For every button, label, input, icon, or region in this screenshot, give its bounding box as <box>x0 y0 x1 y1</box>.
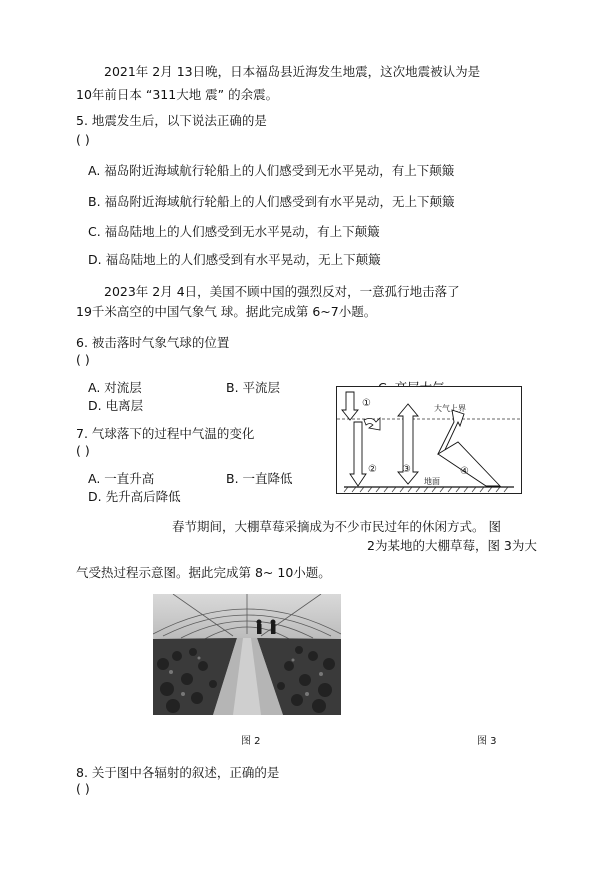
atmosphere-heating-diagram <box>336 386 522 494</box>
figure-3-caption: 图 3 <box>477 736 497 747</box>
intro3-line3: 气受热过程示意图。据此完成第 8~ 10小题。 <box>76 565 331 580</box>
intro1-line2: 10年前日本 “311大地 震” 的余震。 <box>76 87 279 102</box>
intro1-line1: 2021年 2月 13日晚，日本福岛县近海发生地震，这次地震被认为是 <box>104 64 481 79</box>
intro3-line2: 2为某地的大棚草莓，图 3为大 <box>367 538 537 553</box>
q7-answer-paren: ( ) <box>76 443 90 458</box>
arrow-3-label: ③ <box>402 464 411 475</box>
q7-option-d: D. 先升高后降低 <box>88 489 181 504</box>
q5-option-d: D. 福岛陆地上的人们感受到有水平晃动，无上下颠簸 <box>88 252 381 267</box>
q7-option-b: B. 一直降低 <box>226 471 293 486</box>
atmosphere-top-label: 大气上界 <box>434 404 466 413</box>
greenhouse-strawberry-photo <box>153 594 341 715</box>
intro2-line1: 2023年 2月 4日，美国不顾中国的强烈反对，一意孤行地击落了 <box>104 284 460 299</box>
arrow-4-label: ④ <box>460 466 469 477</box>
q8-stem: 8. 关于图中各辐射的叙述，正确的是 <box>76 765 280 780</box>
q5-option-b: B. 福岛附近海域航行轮船上的人们感受到有水平晃动，无上下颠簸 <box>88 194 455 209</box>
intro2-line2: 19千米高空的中国气象气 球。据此完成第 6~7小题。 <box>76 304 377 319</box>
q6-option-d: D. 电离层 <box>88 398 144 413</box>
q6-answer-paren: ( ) <box>76 352 90 367</box>
q5-option-a: A. 福岛附近海域航行轮船上的人们感受到无水平晃动，有上下颠簸 <box>88 163 455 178</box>
q6-option-b: B. 平流层 <box>226 380 281 395</box>
q8-answer-paren: ( ) <box>76 781 90 796</box>
q6-option-a: A. 对流层 <box>88 380 142 395</box>
q6-stem: 6. 被击落时气象气球的位置 <box>76 335 230 350</box>
arrow-2-label: ② <box>368 464 377 475</box>
q7-option-a: A. 一直升高 <box>88 471 155 486</box>
q5-stem: 5. 地震发生后，以下说法正确的是 <box>76 113 267 128</box>
ground-label: 地面 <box>424 477 440 486</box>
q5-answer-paren: ( ) <box>76 132 90 147</box>
q5-option-c: C. 福岛陆地上的人们感受到无水平晃动，有上下颠簸 <box>88 224 380 239</box>
figure-2-caption: 图 2 <box>241 736 261 747</box>
intro3-line1: 春节期间，大棚草莓采摘成为不少市民过年的休闲方式。 图 <box>172 519 501 534</box>
q7-stem: 7. 气球落下的过程中气温的变化 <box>76 426 255 441</box>
arrow-1-label: ① <box>362 398 371 409</box>
